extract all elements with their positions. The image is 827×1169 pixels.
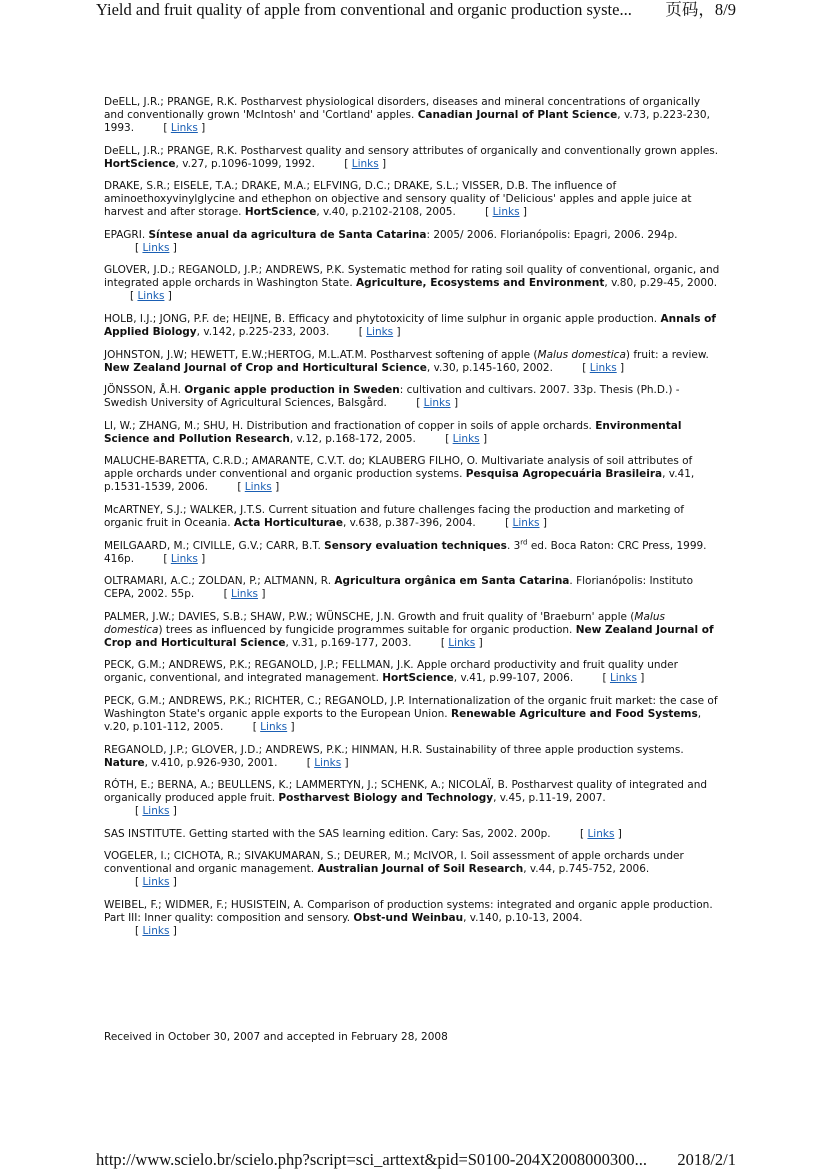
reference-text: , v.80, p.29-45, 2000. xyxy=(604,277,718,290)
reference-text: , v.45, p.11-19, 2007. xyxy=(493,792,606,805)
reference-text: , v.410, p.926-930, 2001. xyxy=(144,756,278,769)
links-bracket: [ Links ] xyxy=(130,290,172,303)
reference-item xyxy=(104,229,722,255)
links-bracket: [ Links ] xyxy=(485,206,527,219)
reference-link[interactable]: Links xyxy=(587,827,615,840)
reference-text: GLOVER, J.D.; REGANOLD, J.P.; ANDREWS, P.K. Systematic method for rating soil quality of conventional, organic, and integrated apple orchards in Washington State. xyxy=(104,264,720,290)
reference-link[interactable]: Links xyxy=(142,876,170,889)
reference-item xyxy=(104,264,722,303)
journal-title: Agricultura orgânica em Santa Catarina xyxy=(334,575,570,588)
links-bracket: [ Links ] xyxy=(223,588,266,601)
links-bracket: [ Links ] xyxy=(602,672,645,685)
print-date: 2018/2/1 xyxy=(677,1150,736,1169)
reference-text: , v.73, p.223-230, 1993. xyxy=(104,109,710,134)
links-bracket: [ Links ] xyxy=(416,397,459,410)
reference-text: JOHNSTON, J.W; HEWETT, E.W.;HERTOG, M.L.AT.M. Postharvest softening of apple ( xyxy=(104,348,538,361)
links-bracket: [ Links ] xyxy=(252,720,295,733)
journal-title: Canadian Journal of Plant Science xyxy=(417,109,618,121)
print-header xyxy=(96,0,736,22)
reference-text: : cultivation and cultivars. 2007. 33p. Thesis (Ph.D.) - Swedish University of Agricultural Sciences, Balsgård. xyxy=(104,384,680,410)
reference-text: , v.12, p.168-172, 2005. xyxy=(289,432,416,445)
reference-text: MEILGAARD, M.; CIVILLE, G.V.; CARR, B.T. xyxy=(104,539,325,552)
reference-link[interactable]: Links xyxy=(423,397,451,410)
page-url: http://www.scielo.br/scielo.php?script=sci_arttext&pid=S0100-204X2008000300... xyxy=(96,1150,647,1169)
links-bracket: [ Links ] xyxy=(505,516,547,529)
species-name: Malus domestica xyxy=(104,610,665,636)
journal-title: Postharvest Biology and Technology xyxy=(278,792,494,805)
reference-item xyxy=(104,540,722,566)
links-bracket: [ Links ] xyxy=(237,481,280,494)
reference-text: EPAGRI. xyxy=(104,228,149,241)
reference-text: HOLB, I.J.; JONG, P.F. de; HEIJNE, B. Efficacy and phytotoxicity of lime sulphur in organic apple production. xyxy=(104,312,661,325)
links-bracket: [ Links ] xyxy=(135,876,177,889)
journal-title: Pesquisa Agropecuária Brasileira xyxy=(465,468,663,481)
reference-text: , v.20, p.101-112, 2005. xyxy=(104,707,702,733)
reference-text: , v.40, p.2102-2108, 2005. xyxy=(316,206,456,219)
links-bracket: [ Links ] xyxy=(582,361,625,374)
reference-item xyxy=(104,611,722,650)
reference-text: , v.30, p.145-160, 2002. xyxy=(426,361,553,374)
reference-link[interactable]: Links xyxy=(142,805,170,818)
reference-item xyxy=(104,659,722,685)
reference-item xyxy=(104,850,722,889)
reference-link[interactable]: Links xyxy=(512,516,540,529)
reference-text: . Florianópolis: Instituto CEPA, 2002. 55p. xyxy=(104,575,694,601)
reference-text: PECK, G.M.; ANDREWS, P.K.; RICHTER, C.; REGANOLD, J.P. Internationalization of the organic fruit market: the case of Washington State's organic apple exports to the European Union. xyxy=(104,694,718,720)
reference-link[interactable]: Links xyxy=(170,552,198,565)
reference-text: . 3 xyxy=(506,539,521,552)
reference-text: , v.31, p.169-177, 2003. xyxy=(285,636,412,649)
page-title: Yield and fruit quality of apple from conventional and organic production syste... xyxy=(96,0,632,19)
reference-link[interactable]: Links xyxy=(351,157,379,170)
reference-text: PECK, G.M.; ANDREWS, P.K.; REGANOLD, J.P.; FELLMAN, J.K. Apple orchard productivity and fruit quality under organic, conventional, and integrated management. xyxy=(104,659,678,685)
reference-text: rd xyxy=(520,538,528,547)
reference-item xyxy=(104,504,722,530)
reference-text: DRAKE, S.R.; EISELE, T.A.; DRAKE, M.A.; ELFVING, D.C.; DRAKE, S.L.; VISSER, D.B. The influence of aminoethoxyvinylglycine and ethephon on objective and sensory quality of 'Delicious' apples and apple juice at harvest and after storage. xyxy=(104,180,692,219)
reference-text: MALUCHE-BARETTA, C.R.D.; AMARANTE, C.V.T. do; KLAUBERG FILHO, O. Multivariate analysis of soil attributes of apple orchards under conventional and organic production systems. xyxy=(104,455,693,481)
reference-text: ed. Boca Raton: CRC Press, 1999. 416p. xyxy=(104,539,707,565)
links-bracket: [ Links ] xyxy=(135,805,177,818)
reference-item xyxy=(104,384,722,410)
species-name: Malus domestica xyxy=(537,348,626,361)
reference-text: JÖNSSON, Å.H. xyxy=(104,384,185,397)
reference-text: , v.41, p.1531-1539, 2006. xyxy=(104,468,695,494)
reference-item xyxy=(104,828,722,841)
reference-text: DeELL, J.R.; PRANGE, R.K. Postharvest quality and sensory attributes of organically and conventionally grown apples. xyxy=(104,144,719,157)
journal-title: HortScience xyxy=(244,206,317,219)
journal-title: Obst-und Weinbau xyxy=(353,911,464,924)
reference-item xyxy=(104,96,722,135)
reference-text: SAS INSTITUTE. Getting started with the SAS learning edition. Cary: Sas, 2002. 200p. xyxy=(104,827,551,840)
reference-item xyxy=(104,313,722,339)
journal-title: Annals of Applied Biology xyxy=(104,312,716,338)
links-bracket: [ Links ] xyxy=(358,325,401,338)
links-bracket: [ Links ] xyxy=(344,157,387,170)
journal-title: Acta Horticulturae xyxy=(233,516,343,529)
reference-text: ) trees as influenced by fungicide programmes suitable for organic production. xyxy=(158,623,576,636)
journal-title: Agriculture, Ecosystems and Environment xyxy=(356,277,605,290)
reference-text: : 2005/ 2006. Florianópolis: Epagri, 2006. 294p. xyxy=(426,228,678,241)
journal-title: Australian Journal of Soil Research xyxy=(317,863,524,876)
links-bracket: [ Links ] xyxy=(163,122,206,134)
reference-link[interactable]: Links xyxy=(142,241,170,254)
reference-text: WEIBEL, F.; WIDMER, F.; HUSISTEIN, A. Comparison of production systems: integrated and organic apple production. Part III: Inner quality: composition and sensory. xyxy=(104,898,713,924)
reference-text: ) fruit: a review. xyxy=(625,348,709,361)
reference-text: RÓTH, E.; BERNA, A.; BEULLENS, K.; LAMMERTYN, J.; SCHENK, A.; NICOLAÏ, B. Postharvest quality of integrated and organically produced apple fruit. xyxy=(104,779,708,805)
reference-text: LI, W.; ZHANG, M.; SHU, H. Distribution and fractionation of copper in soils of apple orchards. xyxy=(104,419,596,432)
reference-text: , v.638, p.387-396, 2004. xyxy=(343,516,476,529)
reference-item xyxy=(104,420,722,446)
reference-link[interactable]: Links xyxy=(314,756,342,769)
reference-link[interactable]: Links xyxy=(170,122,198,134)
links-bracket: [ Links ] xyxy=(135,241,177,254)
reference-text: , v.44, p.745-752, 2006. xyxy=(523,863,650,876)
reference-item xyxy=(104,744,722,770)
links-bracket: [ Links ] xyxy=(440,636,483,649)
reference-link[interactable]: Links xyxy=(589,361,617,374)
links-bracket: [ Links ] xyxy=(445,432,488,445)
reference-link[interactable]: Links xyxy=(366,325,394,338)
reference-text: DeELL, J.R.; PRANGE, R.K. Postharvest physiological disorders, diseases and mineral concentrations of organically and conventionally grown 'McIntosh' and 'Cortland' apples. xyxy=(104,96,701,121)
reference-text: VOGELER, I.; CICHOTA, R.; SIVAKUMARAN, S.; DEURER, M.; McIVOR, I. Soil assessment of apple orchards under conventional and organic management. xyxy=(104,850,684,876)
journal-title: HortScience xyxy=(104,157,176,170)
reference-link[interactable]: Links xyxy=(260,720,288,733)
reference-item xyxy=(104,145,722,171)
reference-item xyxy=(104,455,722,494)
journal-title: Síntese anual da agricultura de Santa Catarina xyxy=(148,228,427,241)
reference-text: , v.140, p.10-13, 2004. xyxy=(463,911,583,924)
reference-item xyxy=(104,180,722,219)
journal-title: HortScience xyxy=(382,672,454,685)
reference-item xyxy=(104,575,722,601)
reference-text: REGANOLD, J.P.; GLOVER, J.D.; ANDREWS, P.K.; HINMAN, H.R. Sustainability of three apple production systems. xyxy=(104,743,684,756)
reference-text: McARTNEY, S.J.; WALKER, J.T.S. Current situation and future challenges facing the production and marketing of organic fruit in Oceania. xyxy=(104,503,684,529)
reference-item xyxy=(104,695,722,734)
reference-link[interactable]: Links xyxy=(448,636,476,649)
reference-item xyxy=(104,349,722,375)
journal-title: Renewable Agriculture and Food Systems xyxy=(450,707,698,720)
reference-item xyxy=(104,899,722,938)
reference-link[interactable]: Links xyxy=(452,432,480,445)
reference-text: PALMER, J.W.; DAVIES, S.B.; SHAW, P.W.; WÜNSCHE, J.N. Growth and fruit quality of 'Braeburn' apple ( xyxy=(104,610,635,623)
journal-title: New Zealand Journal of Crop and Horticultural Science xyxy=(104,361,427,374)
journal-title: Environmental Science and Pollution Research xyxy=(104,419,682,445)
reference-item xyxy=(104,779,722,818)
reference-link[interactable]: Links xyxy=(609,672,637,685)
reference-link[interactable]: Links xyxy=(244,481,272,494)
journal-title: Nature xyxy=(104,756,145,769)
reference-list xyxy=(104,96,722,947)
reference-link[interactable]: Links xyxy=(142,924,170,937)
journal-title: Sensory evaluation techniques xyxy=(324,539,507,552)
links-bracket: [ Links ] xyxy=(580,827,622,840)
reference-text: , v.27, p.1096-1099, 1992. xyxy=(175,157,315,170)
journal-title: Organic apple production in Sweden xyxy=(184,384,400,397)
links-bracket: [ Links ] xyxy=(135,924,177,937)
reference-text: OLTRAMARI, A.C.; ZOLDAN, P.; ALTMANN, R. xyxy=(104,575,335,588)
print-footer xyxy=(96,1150,736,1169)
links-bracket: [ Links ] xyxy=(163,552,206,565)
reference-link[interactable]: Links xyxy=(492,206,520,219)
reference-link[interactable]: Links xyxy=(231,588,259,601)
reference-text: , v.41, p.99-107, 2006. xyxy=(453,672,574,685)
reference-link[interactable]: Links xyxy=(137,290,165,303)
page-number: 页码，8/9 xyxy=(665,0,736,19)
received-note: Received in October 30, 2007 and accepted in February 28, 2008 xyxy=(104,1031,448,1043)
journal-title: New Zealand Journal of Crop and Horticultural Science xyxy=(104,623,714,649)
reference-text: , v.142, p.225-233, 2003. xyxy=(196,325,330,338)
links-bracket: [ Links ] xyxy=(306,756,349,769)
